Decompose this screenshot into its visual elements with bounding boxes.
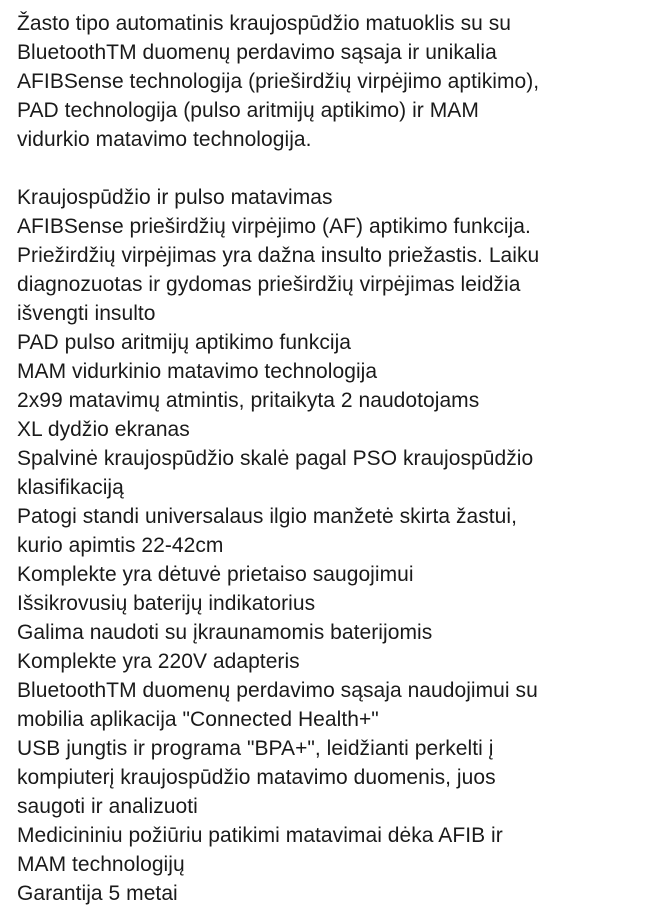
feature-line: MAM vidurkinio matavimo technologija — [17, 360, 378, 383]
feature-line: BluetoothTM duomenų perdavimo sąsaja naudojimui su — [17, 679, 538, 702]
feature-line: 2x99 matavimų atmintis, pritaikyta 2 naudotojams — [17, 389, 480, 412]
feature-line: PAD pulso aritmijų aptikimo funkcija — [17, 331, 352, 354]
feature-list — [17, 183, 636, 908]
feature-line: Priežirdžių virpėjimas yra dažna insulto priežastis. Laiku — [17, 244, 540, 267]
feature-line: Išsikrovusių baterijų indikatorius — [17, 592, 316, 615]
feature-line: Medicininiu požiūriu patikimi matavimai dėka AFIB ir — [17, 824, 503, 847]
intro-line: Žasto tipo automatinis kraujospūdžio matuoklis su su — [17, 12, 512, 35]
feature-line: Galima naudoti su įkraunamomis baterijomis — [17, 621, 433, 644]
intro-paragraph — [17, 9, 636, 154]
feature-line: USB jungtis ir programa "BPA+", leidžianti perkelti į — [17, 737, 494, 760]
feature-line: išvengti insulto — [17, 302, 156, 325]
feature-line: Patogi standi universalaus ilgio manžetė skirta žastui, — [17, 505, 518, 528]
feature-line: diagnozuotas ir gydomas prieširdžių virpėjimas leidžia — [17, 273, 521, 296]
feature-line: Komplekte yra dėtuvė prietaiso saugojimui — [17, 563, 414, 586]
feature-line: saugoti ir analizuoti — [17, 795, 198, 818]
feature-line: kompiuterį kraujospūdžio matavimo duomenis, juos — [17, 766, 496, 789]
intro-line: PAD technologija (pulso aritmijų aptikimo) ir MAM — [17, 99, 479, 122]
feature-line: Komplekte yra 220V adapteris — [17, 650, 300, 673]
feature-line: kurio apimtis 22-42cm — [17, 534, 224, 557]
feature-line: MAM technologijų — [17, 853, 185, 876]
feature-line: XL dydžio ekranas — [17, 418, 190, 441]
intro-line: BluetoothTM duomenų perdavimo sąsaja ir unikalia — [17, 41, 497, 64]
feature-line: Garantija 5 metai — [17, 882, 178, 905]
intro-line: vidurkio matavimo technologija. — [17, 128, 312, 151]
feature-line: Kraujospūdžio ir pulso matavimas — [17, 186, 333, 209]
intro-line: AFIBSense technologija (prieširdžių virpėjimo aptikimo), — [17, 70, 540, 93]
feature-line: klasifikaciją — [17, 476, 124, 499]
feature-line: mobilia aplikacija "Connected Health+" — [17, 708, 379, 731]
feature-line: Spalvinė kraujospūdžio skalė pagal PSO kraujospūdžio — [17, 447, 534, 470]
feature-line: AFIBSense prieširdžių virpėjimo (AF) aptikimo funkcija. — [17, 215, 531, 238]
